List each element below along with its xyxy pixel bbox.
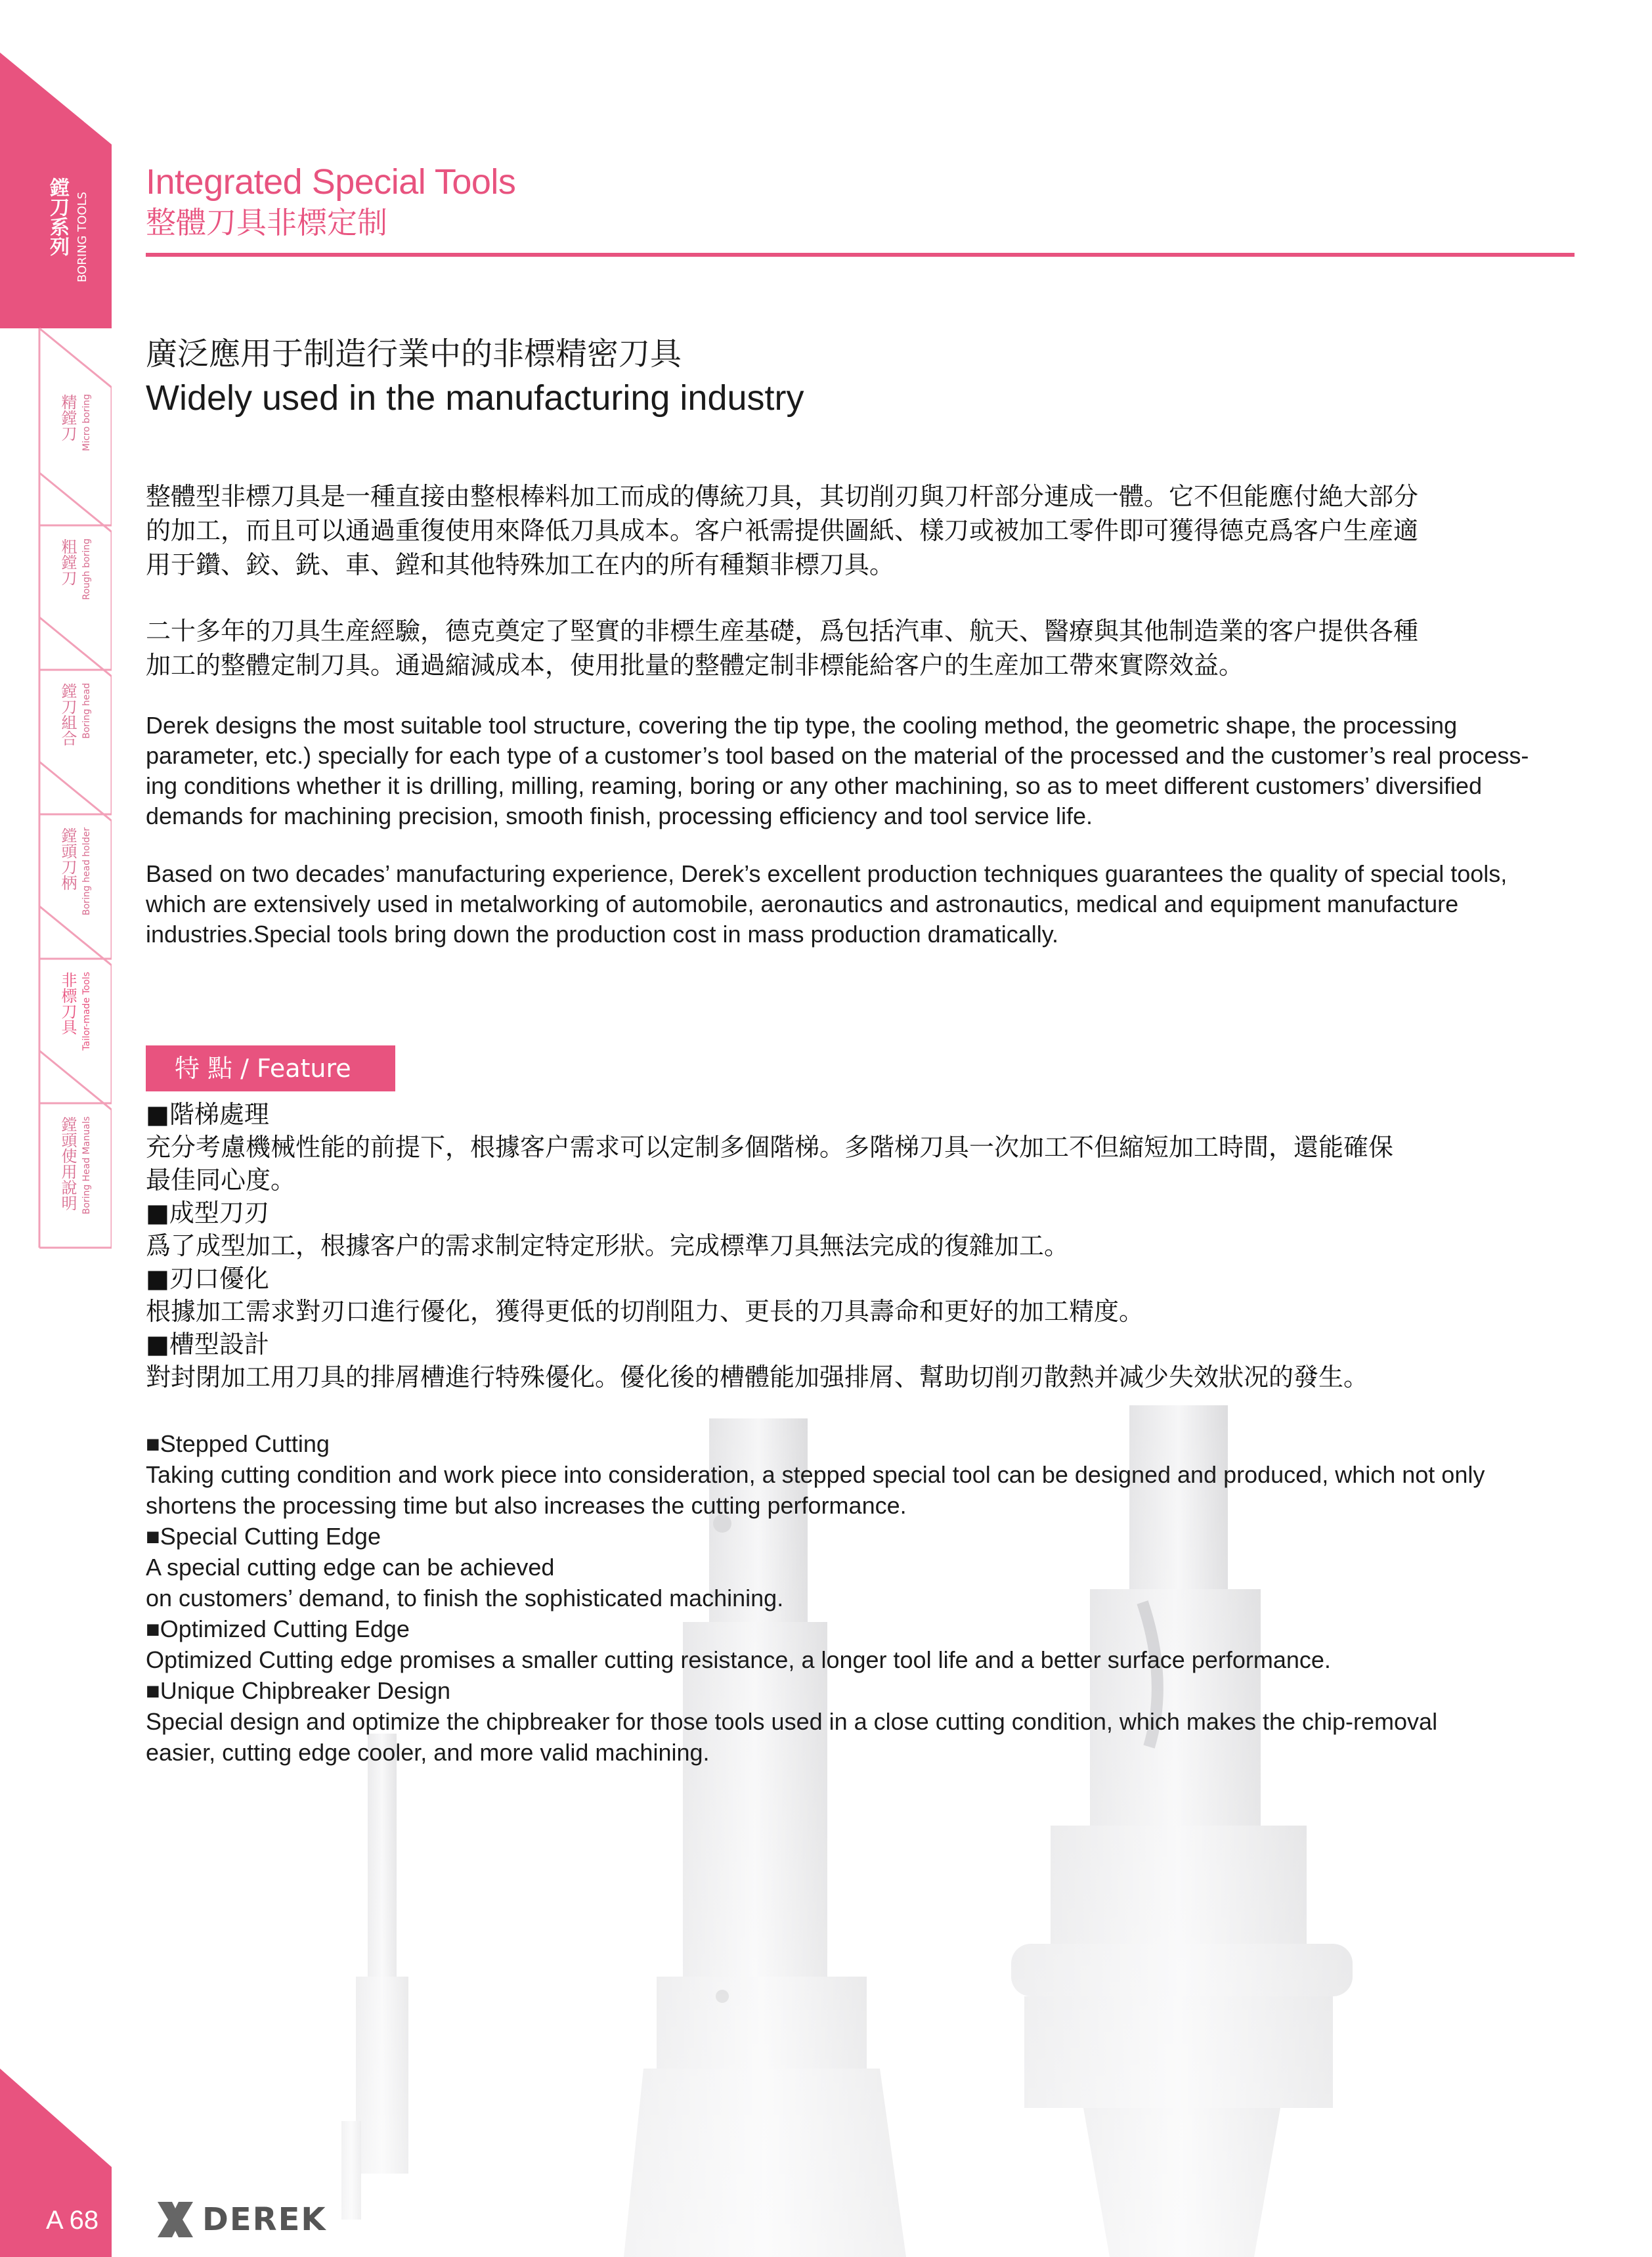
page-title-zh: 整體刀具非標定制 xyxy=(146,205,387,240)
sidebar-tab-label-en: Tailor-made Tools xyxy=(81,972,92,1051)
intro-paragraph-zh-2 xyxy=(146,614,1577,682)
sidebar-main-zh: 鏜刀系列 xyxy=(46,177,69,256)
feature-section-tag: 特 點 / Feature xyxy=(146,1045,395,1091)
derek-logo-icon xyxy=(158,2202,193,2237)
header-divider xyxy=(146,253,1575,257)
subtitle-en: Widely used in the manufacturing industry xyxy=(146,378,804,418)
feature-desc-en: Taking cutting condition and work piece into consideration, a stepped special tool can be designed and produced, which not only xyxy=(146,1461,1485,1488)
sidebar-tab-micro-boring[interactable] xyxy=(39,368,113,512)
sidebar-tab-rough-boring[interactable] xyxy=(39,512,113,657)
text-line: 加工的整體定制刀具。通過縮減成本，使用批量的整體定制非標能給客户的生産加工帶來實際效益。 xyxy=(146,651,1244,680)
sidebar-main-en: BORING TOOLS xyxy=(76,192,89,282)
feature-title-en: ■ Unique Chipbreaker Design xyxy=(146,1675,1577,1706)
sidebar-tab-label-zh: 粗鏜刀 xyxy=(58,538,77,586)
feature-desc-zh: 最佳同心度。 xyxy=(146,1166,296,1194)
sidebar-tab-boring-head[interactable] xyxy=(39,657,113,801)
feature-list-en xyxy=(146,1428,1577,1768)
text-line: industries.Special tools bring down the production cost in mass production dramatically. xyxy=(146,921,1059,948)
subtitle-zh: 廣泛應用于制造行業中的非標精密刀具 xyxy=(146,336,682,372)
feature-title-zh: ■ 槽型設計 xyxy=(146,1328,1577,1361)
sidebar-tab-label-zh: 鏜頭刀柄 xyxy=(58,827,77,890)
feature-title-en: ■ Stepped Cutting xyxy=(146,1428,1577,1459)
sidebar xyxy=(0,0,112,2257)
text-line: Derek designs the most suitable tool structure, covering the tip type, the cooling method, the geometric shape, the processing xyxy=(146,712,1458,739)
feature-desc-zh: 對封閉加工用刀具的排屑槽進行特殊優化。優化後的槽體能加强排屑、幫助切削刃散熱并减少失效狀况的發生。 xyxy=(146,1363,1369,1391)
feature-desc-en: Optimized Cutting edge promises a smaller cutting resistance, a longer tool life and a better surface performance. xyxy=(146,1646,1331,1673)
feature-title-en: ■ Special Cutting Edge xyxy=(146,1521,1577,1552)
sidebar-tab-label-zh: 精鏜刀 xyxy=(58,394,77,441)
feature-desc-en: Special design and optimize the chipbreaker for those tools used in a close cutting condition, which makes the chip-removal xyxy=(146,1708,1438,1735)
feature-desc-en: shortens the processing time but also increases the cutting performance. xyxy=(146,1492,907,1519)
text-line: parameter, etc.) specially for each type of a customer’s tool based on the material of the processed and the customer’s real process- xyxy=(146,742,1529,769)
feature-title-zh: ■ 成型刀刃 xyxy=(146,1196,1577,1229)
text-line: 用于鑽、鉸、銑、車、鏜和其他特殊加工在内的所有種類非標刀具。 xyxy=(146,550,895,579)
text-line: which are extensively used in metalworking of automobile, aeronautics and astronautics, medical and equipment manufacture xyxy=(146,890,1459,917)
text-line: 整體型非標刀具是一種直接由整根棒料加工而成的傳統刀具，其切削刃與刀杆部分連成一體。它不但能應付絶大部分 xyxy=(146,482,1419,511)
sidebar-tab-tailor-made[interactable] xyxy=(39,946,113,1090)
feature-desc-zh: 充分考慮機械性能的前提下，根據客户需求可以定制多個階梯。多階梯刀具一次加工不但縮短加工時間，還能確保 xyxy=(146,1133,1394,1162)
sidebar-tab-label-en: Boring head holder xyxy=(81,827,92,916)
sidebar-tab-label-en: Micro boring xyxy=(81,394,92,451)
feature-title-en: ■ Optimized Cutting Edge xyxy=(146,1613,1577,1644)
feature-desc-en: easier, cutting edge cooler, and more valid machining. xyxy=(146,1739,710,1766)
text-line: demands for machining precision, smooth finish, processing efficiency and tool service life. xyxy=(146,802,1093,829)
intro-paragraph-zh-1 xyxy=(146,479,1577,582)
page-number: A 68 xyxy=(46,2206,99,2235)
feature-desc-zh: 根據加工需求對刃口進行優化，獲得更低的切削阻力、更長的刀具壽命和更好的加工精度。 xyxy=(146,1297,1144,1326)
sidebar-tab-label-en: Rough boring xyxy=(81,538,92,600)
page-title-en: Integrated Special Tools xyxy=(146,162,516,202)
sidebar-tab-manuals[interactable] xyxy=(39,1090,113,1248)
feature-desc-en: A special cutting edge can be achieved xyxy=(146,1554,555,1581)
brand-name: DEREK xyxy=(202,2201,327,2238)
text-line: Based on two decades’ manufacturing experience, Derek’s excellent production techniques guarantees the quality of special tools, xyxy=(146,860,1508,887)
text-line: 二十多年的刀具生産經驗，德克奠定了堅實的非標生産基礎，爲包括汽車、航天、醫療與其他制造業的客户提供各種 xyxy=(146,617,1419,646)
sidebar-tab-label-zh: 非標刀具 xyxy=(58,972,77,1035)
feature-title-zh: ■ 階梯處理 xyxy=(146,1098,1577,1131)
sidebar-tab-label-en: Boring Head Manuals xyxy=(81,1116,92,1215)
brand-logo xyxy=(158,2200,327,2239)
intro-paragraph-en-2 xyxy=(146,859,1577,950)
sidebar-main-tab[interactable] xyxy=(39,177,112,296)
text-line: ing conditions whether it is drilling, milling, reaming, boring or any other machining, so as to meet different customers’ diversified xyxy=(146,772,1482,799)
feature-title-zh: ■ 刃口優化 xyxy=(146,1262,1577,1295)
sidebar-tab-label-zh: 鏜刀組合 xyxy=(58,683,77,746)
feature-desc-en: on customers’ demand, to finish the sophisticated machining. xyxy=(146,1585,784,1611)
feature-desc-zh: 爲了成型加工，根據客户的需求制定特定形狀。完成標準刀具無法完成的復雜加工。 xyxy=(146,1231,1070,1260)
text-line: 的加工，而且可以通過重復使用來降低刀具成本。客户衹需提供圖紙、樣刀或被加工零件即可獲得德克爲客户生産適 xyxy=(146,516,1419,545)
sidebar-tab-label-en: Boring head xyxy=(81,683,92,739)
feature-list-zh xyxy=(146,1098,1577,1393)
intro-paragraph-en-1 xyxy=(146,711,1577,831)
sidebar-tab-boring-head-holder[interactable] xyxy=(39,801,113,946)
sidebar-tab-label-zh: 鏜頭使用說明 xyxy=(58,1116,77,1211)
